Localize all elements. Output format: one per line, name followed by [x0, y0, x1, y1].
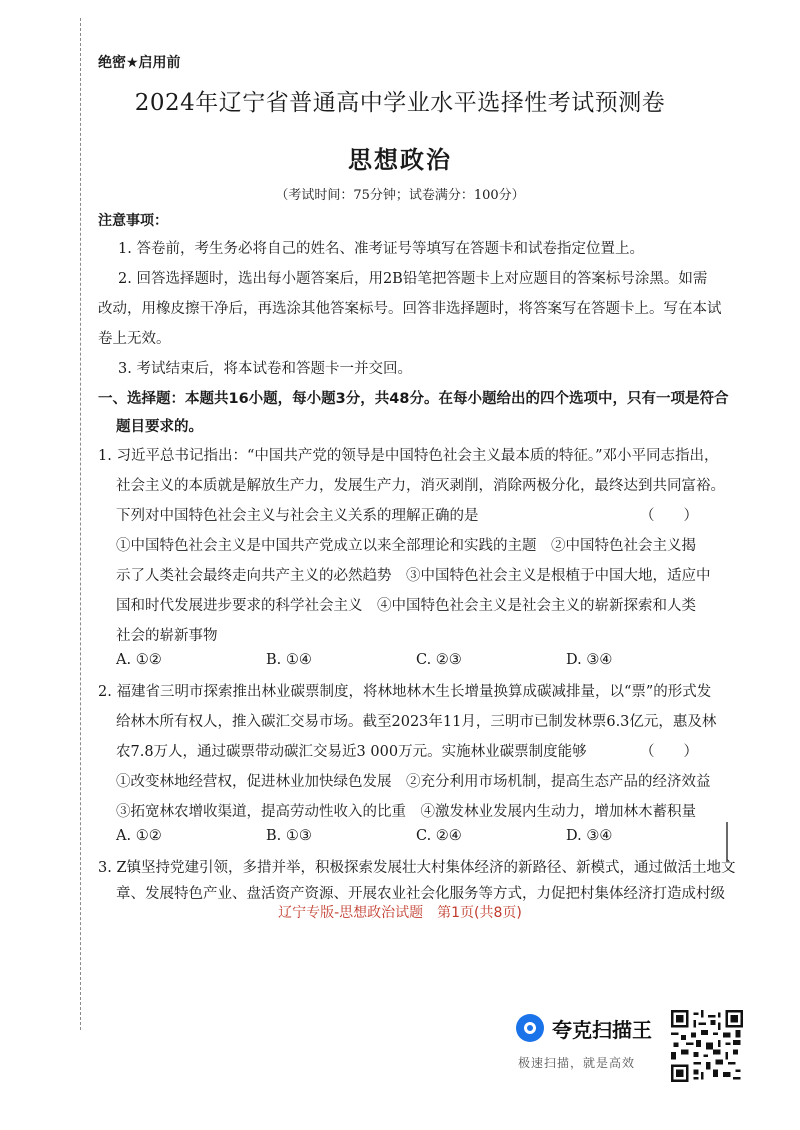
question-line: 国和时代发展进步要求的科学社会主义 ④中国特色社会主义是社会主义的崭新探索和人类	[116, 598, 696, 614]
exam-info: （考试时间：75分钟；试卷满分：100分）	[275, 188, 525, 203]
answer-paren: （ ）	[640, 744, 698, 760]
question-line: 农7.8万人，通过碳票带动碳汇交易近3 000万元。实施林业碳票制度能够	[116, 744, 587, 760]
option-d: D. ③④	[566, 652, 613, 668]
option-d: D. ③④	[566, 828, 613, 844]
question-line: 示了人类社会最终走向共产主义的必然趋势 ③中国特色社会主义是根植于中国大地，适应中	[116, 568, 711, 584]
scanner-brand: 夸克扫描王	[552, 1018, 652, 1042]
question-line: 给林木所有权人，推入碳汇交易市场。截至2023年11月，三明市已制发林票6.3亿元，惠及林	[116, 714, 717, 730]
option-a: A. ①②	[116, 652, 162, 668]
question-line: ①改变林地经营权，促进林业加快绿色发展 ②充分利用市场机制，提高生态产品的经济效益	[116, 774, 711, 790]
notes-title: 注意事项：	[98, 213, 168, 229]
question-line: 社会主义的本质就是解放生产力，发展生产力，消灭剥削，消除两极分化，最终达到共同富裕。	[116, 478, 725, 494]
question-line: ③拓宽林农增收渠道，提高劳动性收入的比重 ④激发林业发展内生动力，增加林木蓄积量	[116, 804, 696, 820]
question-line: ①中国特色社会主义是中国共产党成立以来全部理论和实践的主题 ②中国特色社会主义揭	[116, 538, 696, 554]
qr-code-icon	[671, 1010, 743, 1082]
question-line: 章、发展特色产业、盘活资产资源、开展农业社会化服务等方式，力促把村集体经济打造成村级	[116, 886, 725, 902]
note-line: 卷上无效。	[98, 331, 171, 347]
section-heading: 一、选择题：本题共16小题，每小题3分，共48分。在每小题给出的四个选项中，只有一项是符合	[98, 391, 729, 407]
scanner-watermark	[516, 1010, 746, 1084]
subject-title: 思想政治	[348, 146, 452, 174]
note-line: 1. 答卷前，考生务必将自己的姓名、准考证号等填写在答题卡和试卷指定位置上。	[118, 241, 644, 257]
note-line: 2. 回答选择题时，选出每小题答案后，用2B铅笔把答题卡上对应题目的答案标号涂黑。如需	[118, 271, 708, 287]
page-footer: 辽宁专版-思想政治试题 第1页(共8页)	[278, 905, 522, 921]
exam-title: 2024年辽宁省普通高中学业水平选择性考试预测卷	[134, 90, 666, 116]
answer-paren: （ ）	[640, 508, 698, 524]
option-c: C. ②④	[416, 828, 462, 844]
question-line: 1. 习近平总书记指出：“中国共产党的领导是中国特色社会主义最本质的特征。”邓小平同志指出，	[98, 448, 719, 464]
scanner-tagline: 极速扫描，就是高效	[518, 1056, 636, 1070]
note-line: 改动，用橡皮擦干净后，再选涂其他答案标号。回答非选择题时，将答案写在答题卡上。写在本试	[98, 301, 722, 317]
section-heading-cont: 题目要求的。	[116, 419, 203, 435]
question-line: 3. Z镇坚持党建引领，多措并举，积极探索发展壮大村集体经济的新路径、新模式，通过做活土地文	[98, 860, 736, 876]
options-row	[116, 652, 716, 668]
option-c: C. ②③	[416, 652, 462, 668]
question-line: 2. 福建省三明市探索推出林业碳票制度，将林地林木生长增量换算成碳减排量，以“票”的形式发	[98, 684, 712, 700]
option-a: A. ①②	[116, 828, 162, 844]
scanner-logo-icon	[516, 1014, 544, 1042]
question-line: 下列对中国特色社会主义与社会主义关系的理解正确的是	[116, 508, 479, 524]
options-row	[116, 828, 716, 844]
secret-mark: 绝密★启用前	[98, 55, 181, 71]
option-b: B. ①④	[266, 652, 312, 668]
note-line: 3. 考试结束后，将本试卷和答题卡一并交回。	[118, 361, 412, 377]
option-b: B. ①③	[266, 828, 312, 844]
question-line: 社会的崭新事物	[116, 628, 218, 644]
